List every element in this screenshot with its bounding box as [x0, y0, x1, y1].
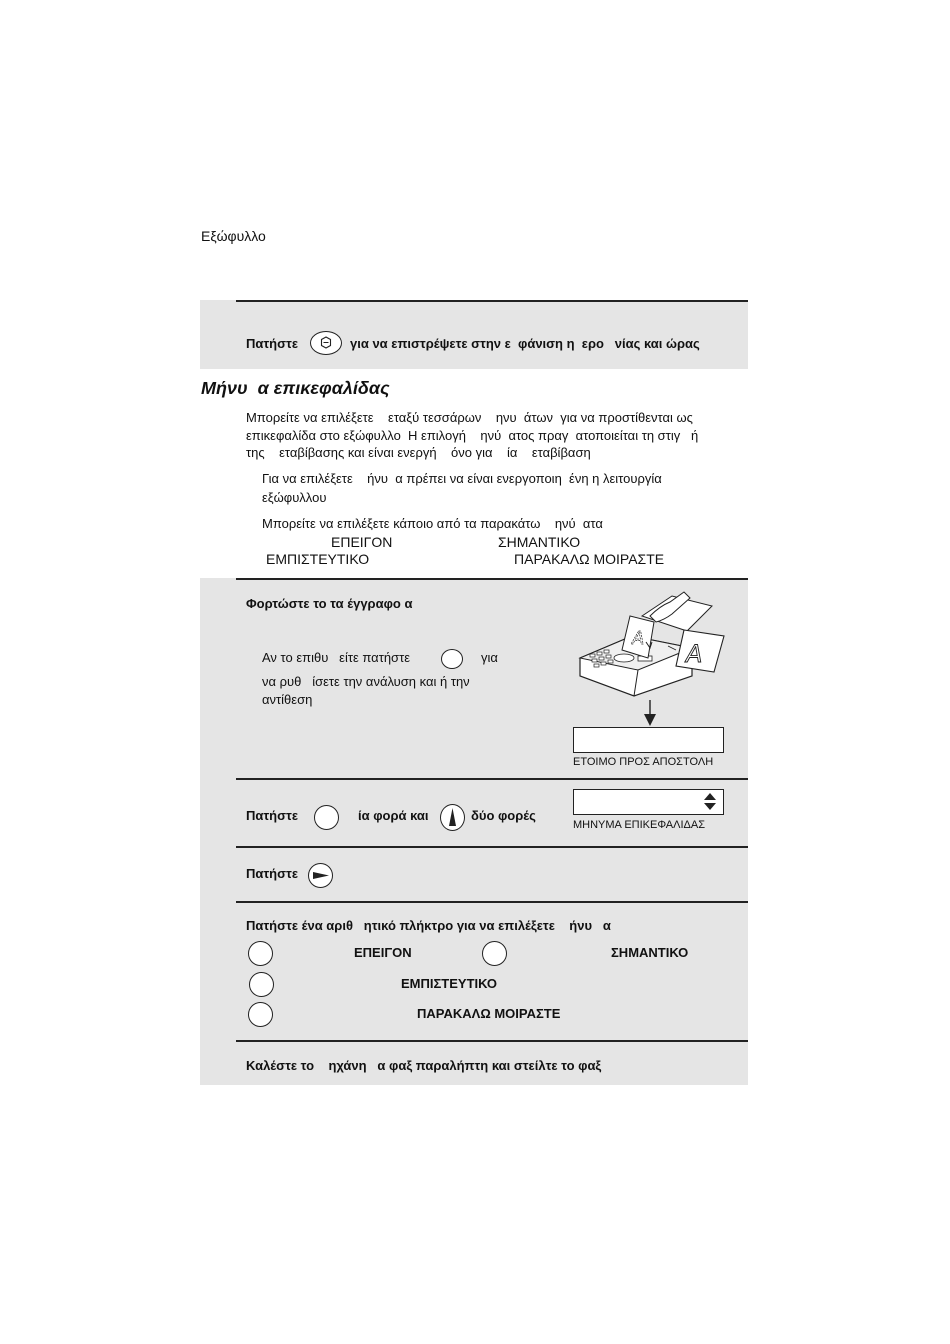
options-intro: Μπορείτε να επιλέξετε κάποιο από τα παρακάτω ηνύ ατα [262, 516, 603, 531]
step4-option-urgent: ΕΠΕΙΓΟΝ [354, 945, 412, 960]
note-line-2: εξώφυλλου [262, 490, 327, 505]
option-important: ΣΗΜΑΝΤΙΚΟ [498, 534, 581, 550]
option-please-distribute: ΠΑΡΑΚΑΛΩ ΜΟΙΡΑΣΤΕ [514, 551, 665, 567]
number-key-4-icon [248, 1002, 273, 1027]
up-arrow-key-icon [440, 804, 465, 831]
step4-title: Πατήστε ένα αριθ ητικό πλήκτρο για να επιλέξετε ήνυ α [246, 918, 611, 933]
display-ready [573, 727, 724, 753]
illustration-letter: A [686, 640, 703, 668]
resolution-key-icon [441, 649, 463, 669]
top-box-rule [236, 300, 748, 302]
display-header-message [573, 789, 724, 815]
display-caption-header: ΜΗΝΥΜΑ ΕΠΙΚΕΦΑΛΙΔΑΣ [573, 819, 706, 831]
right-arrow-key-icon [308, 863, 333, 888]
top-instruction-box [200, 300, 748, 369]
display-caption-ready: ΕΤΟΙΜΟ ΠΡΟΣ ΑΠΟΣΤΟΛΗ [573, 756, 714, 768]
step4-rule [236, 901, 748, 903]
running-head: Εξώφυλλο [201, 228, 266, 244]
option-urgent: ΕΠΕΙΓΟΝ [331, 534, 393, 550]
scroll-arrows-icon [700, 791, 720, 813]
step1-line1-a: Αν το επιθυ είτε πατήστε [262, 650, 411, 665]
intro-line-2: επικεφαλίδα στο εξώφυλλο Η επιλογή ηνύ ατος πραγ ατοποιείται τη στιγ ή [246, 428, 699, 443]
step1-line2: να ρυθ ίσετε την ανάλυση και ή την [262, 674, 470, 689]
function-key-icon [314, 805, 339, 830]
svg-text:A: A [632, 628, 645, 649]
top-press-label: Πατήστε [246, 336, 298, 351]
step2-once-text: ία φορά και [358, 808, 429, 823]
step4-option-important: ΣΗΜΑΝΤΙΚΟ [611, 945, 689, 960]
intro-line-3: της εταβίβασης και είναι ενεργή όνο για ία εταβίβαση [246, 445, 591, 460]
number-key-2-icon [482, 941, 507, 966]
section-title: Μήνυ α επικεφαλίδας [201, 378, 390, 398]
step3-press-label: Πατήστε [246, 866, 298, 881]
option-confidential: ΕΜΠΙΣΤΕΥΤΙΚΟ [266, 551, 370, 567]
step1-line3: αντίθεση [262, 692, 313, 707]
top-instruction-text: για να επιστρέψετε στην ε φάνιση η ερο νίας και ώρας [350, 336, 700, 351]
note-line-1: Για να επιλέξετε ήνυ α πρέπει να είναι ενεργοποιη ένη η λειτουργία [262, 471, 662, 486]
step2-press-label: Πατήστε [246, 808, 298, 823]
stop-key-icon [310, 331, 342, 355]
step1-line1-b: για [481, 650, 498, 665]
intro-line-1: Μπορείτε να επιλέξετε εταξύ τεσσάρων ηνυ άτων για να προστίθενται ως [246, 410, 693, 425]
step1-title: Φορτώστε το τα έγγραφο α [246, 596, 413, 611]
number-key-1-icon [248, 941, 273, 966]
number-key-3-icon [249, 972, 274, 997]
step4-option-confidential: ΕΜΠΙΣΤΕΥΤΙΚΟ [401, 976, 498, 991]
step2-twice-text: δύο φορές [471, 808, 536, 823]
arrow-down-icon [640, 700, 660, 728]
step5-title: Καλέστε το ηχάνη α φαξ παραλήπτη και στείλτε το φαξ [246, 1058, 602, 1073]
step4-option-please-distribute: ΠΑΡΑΚΑΛΩ ΜΟΙΡΑΣΤΕ [417, 1006, 561, 1021]
fax-machine-illustration [572, 586, 732, 698]
step2-rule [236, 778, 748, 780]
step3-rule [236, 846, 748, 848]
step1-rule [236, 578, 748, 580]
step5-rule [236, 1040, 748, 1042]
